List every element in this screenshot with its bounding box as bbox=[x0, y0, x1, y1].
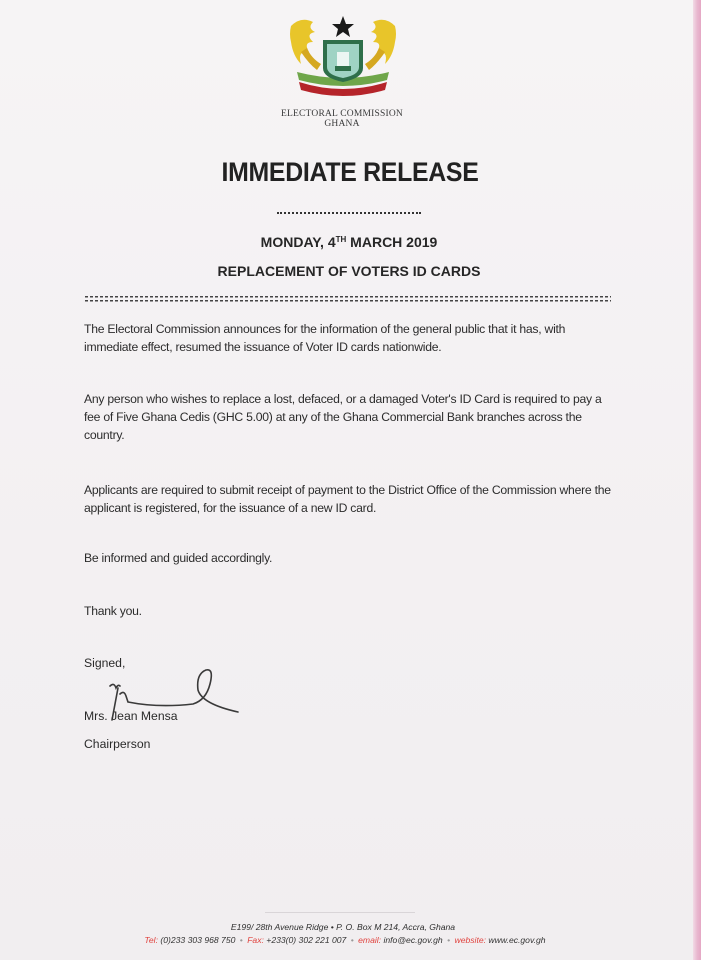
org-name-line2: GHANA bbox=[324, 119, 360, 129]
date-prefix: MONDAY, 4 bbox=[260, 234, 336, 250]
signatory-name: Mrs. Jean Mensa bbox=[84, 709, 178, 723]
paragraph-fee: Any person who wishes to replace a lost, defaced, or a damaged Voter's ID Card is required to pay a fee of Five Ghana Cedis (GHC 5.00) at any of the Ghana Commercial Bank branches across the country. bbox=[84, 392, 602, 442]
website-label: website: bbox=[454, 935, 487, 945]
footer-address: E199/ 28th Avenue Ridge • P. O. Box M 214, Accra, Ghana bbox=[230, 922, 456, 932]
paragraph-submission: Applicants are required to submit receipt of payment to the District Office of the Commission where the applicant is registered, for the issuance of a new ID card. bbox=[84, 483, 611, 515]
website-link[interactable]: www.ec.gov.gh bbox=[488, 935, 546, 945]
org-name-line1: ELECTORAL COMMISSION bbox=[281, 109, 403, 119]
release-date bbox=[0, 234, 698, 250]
separator: • bbox=[239, 935, 243, 945]
release-subject: REPLACEMENT OF VOTERS ID CARDS bbox=[217, 263, 481, 279]
separator: • bbox=[350, 935, 354, 945]
date-ordinal: TH bbox=[335, 235, 347, 244]
email-link[interactable]: info@ec.gov.gh bbox=[383, 935, 443, 945]
double-dashed-divider bbox=[85, 296, 611, 302]
tel-label: Tel: bbox=[144, 935, 158, 945]
footer-divider bbox=[265, 912, 415, 913]
fax-value: +233(0) 302 221 007 bbox=[266, 935, 347, 945]
email-label: email: bbox=[358, 935, 382, 945]
separator: • bbox=[447, 935, 451, 945]
page-edge bbox=[693, 0, 701, 960]
title-divider bbox=[277, 212, 421, 214]
page-title: IMMEDIATE RELEASE bbox=[221, 157, 479, 187]
tel-value: (0)233 303 968 750 bbox=[160, 935, 236, 945]
paragraph-thanks: Thank you. bbox=[84, 604, 142, 618]
paragraph-announcement: The Electoral Commission announces for the information of the general public that it has, with immediate effect, resumed the issuance of Voter ID cards nationwide. bbox=[84, 322, 566, 354]
footer-contacts bbox=[0, 935, 690, 945]
signatory-role: Chairperson bbox=[84, 737, 151, 751]
date-suffix: MARCH 2019 bbox=[346, 234, 438, 250]
fax-label: Fax: bbox=[247, 935, 264, 945]
coat-of-arms-icon bbox=[287, 12, 399, 104]
paragraph-guidance: Be informed and guided accordingly. bbox=[84, 551, 273, 565]
signed-label: Signed, bbox=[84, 656, 126, 670]
